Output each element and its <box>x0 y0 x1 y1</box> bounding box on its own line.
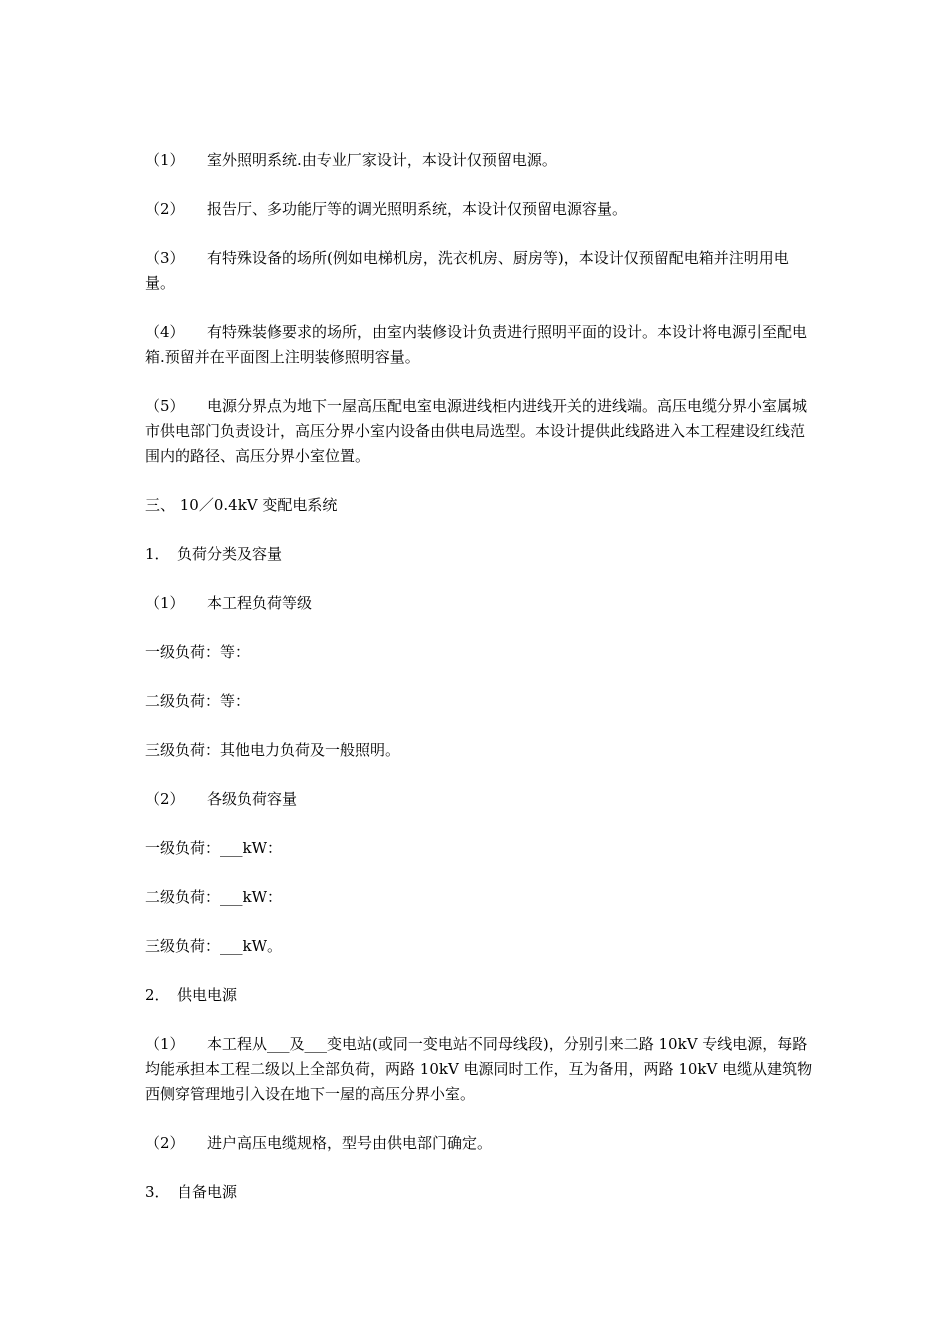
paragraph-cable-spec: （2） 进户高压电缆规格，型号由供电部门确定。 <box>145 1134 493 1152</box>
paragraph-level2-capacity: 二级负荷：___kW： <box>145 888 283 906</box>
paragraph-level2-load: 二级负荷：等： <box>145 692 251 710</box>
subheading-power-supply: 2． 供电电源 <box>145 986 238 1004</box>
paragraph-special-equipment: （3） 有特殊设备的场所(例如电梯机房，洗衣机房、厨房等)，本设计仅预留配电箱并注明用电量。 <box>145 249 789 292</box>
paragraph-supply-source: （1） 本工程从___及___变电站(或同一变电站不同母线段)，分别引来二路 10kV 专线电源，每路均能承担本工程二级以上全部负荷，两路 10kV 电源同时工作，互为备用，两路 10kV 电缆从建筑物西侧穿管理地引入设在地下一屋的高压分界小室。 <box>145 1035 813 1103</box>
subheading-load-classification: 1． 负荷分类及容量 <box>145 545 283 563</box>
paragraph-level1-capacity: 一级负荷：___kW： <box>145 839 283 857</box>
paragraph-load-capacity: （2） 各级负荷容量 <box>145 790 298 808</box>
paragraph-level1-load: 一级负荷：等： <box>145 643 251 661</box>
paragraph-load-level: （1） 本工程负荷等级 <box>145 594 313 612</box>
paragraph-power-boundary: （5） 电源分界点为地下一屋高压配电室电源进线柜内进线开关的进线端。高压电缆分界小室属城市供电部门负责设计，高压分界小室内设备由供电局选型。本设计提供此线路进入本工程建设红线范围内的路径、高压分界小室位置。 <box>145 397 808 465</box>
subheading-backup-power: 3． 自备电源 <box>145 1183 238 1201</box>
paragraph-level3-load: 三级负荷：其他电力负荷及一般照明。 <box>145 741 401 759</box>
document-body <box>145 148 813 1229</box>
paragraph-dimming-lighting: （2） 报告厅、多功能厅等的调光照明系统，本设计仅预留电源容量。 <box>145 200 628 218</box>
paragraph-level3-capacity: 三级负荷：___kW。 <box>145 937 283 955</box>
section-heading-substation: 三、 10／0.4kV 变配电系统 <box>145 496 338 514</box>
paragraph-outdoor-lighting: （1） 室外照明系统.由专业厂家设计，本设计仅预留电源。 <box>145 151 557 169</box>
paragraph-special-decoration: （4） 有特殊装修要求的场所，由室内装修设计负责进行照明平面的设计。本设计将电源引至配电箱.预留并在平面图上注明装修照明容量。 <box>145 323 808 366</box>
